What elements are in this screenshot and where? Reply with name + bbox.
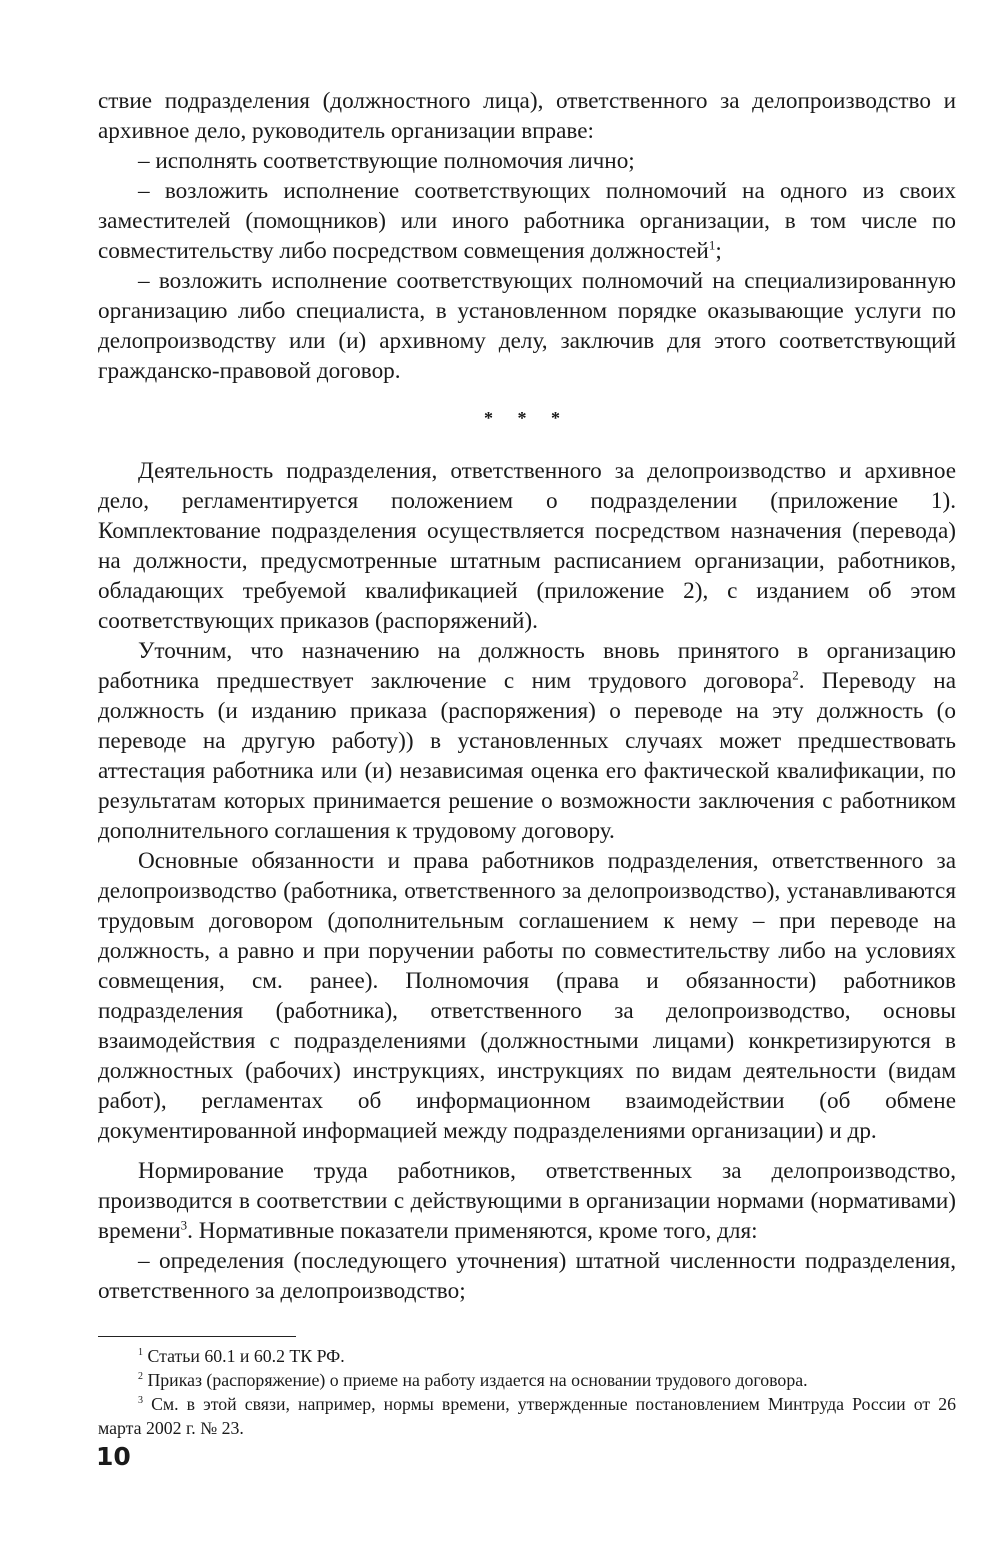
list-item-3: – возложить исполнение соответствующих полномочий на специализированную организацию либо специалиста, в установленном порядке оказывающие услуги по делопроизводству или (и) архивному делу, заключив для этого соответствующий гражданско-правовой договор. [98, 268, 956, 384]
paragraph-5 [98, 1156, 956, 1246]
footnote-ref-3: 3 [180, 1217, 188, 1233]
paragraph-3-text-b: . Переводу на должность (и изданию приказа (распоряжения) о переводе на эту должность (о переводе на другую работу)) в установленных случаях может предшествовать аттестация работника или (и) независимая оценка его фактической квалификации, по результатам которых принимается решение о возможности заключения с работником дополнительного соглашения к трудовому договору. [98, 668, 956, 844]
list-item-2-text: – возложить исполнение соответствующих полномочий на одного из своих заместителей (помощников) или иного работника организации, в том числе по совместительству либо посредством совмещения должностей [98, 178, 956, 264]
list-item-1: – исполнять соответствующие полномочия лично; [138, 148, 635, 174]
paragraph-3 [98, 636, 956, 846]
footnote-1-text: Статьи 60.1 и 60.2 ТК РФ. [147, 1346, 345, 1366]
paragraph-1: ствие подразделения (должностного лица), ответственного за делопроизводство и архивное дело, руководитель организации вправе: [98, 88, 956, 144]
footnote-3-text: См. в этой связи, например, нормы времени, утвержденные постановлением Минтруда России от 26 марта 2002 г. № 23. [98, 1394, 956, 1438]
paragraph-3-text-a: Уточним, что назначению на должность вновь принятого в организацию работника предшествует заключение с ним трудового договора [98, 638, 956, 694]
footnote-1-number: 1 [138, 1347, 143, 1359]
paragraph-5-text-b: . Нормативные показатели применяются, кроме того, для: [187, 1218, 758, 1244]
paragraph-4: Основные обязанности и права работников подразделения, ответственного за делопроизводство (работника, ответственного за делопроизводство), устанавливаются трудовым договором (дополнительным соглашением к нему – при переводе на должность, а равно и при поручении работы по совместительству либо на условиях совмещения, см. ранее). Полномочия (права и обязанности) работников подразделения (работника), ответственного за делопроизводство, основы взаимодействия с подразделениями (должностными лицами) конкретизируются в должностных (рабочих) инструкциях, инструкциях по видам деятельности (видам работ), регламентах об информационном взаимодействии (об обмене документированной информацией между подразделениями организации) и др. [98, 848, 956, 1144]
footnote-ref-2: 2 [792, 667, 799, 683]
page-body [98, 86, 956, 1306]
footnote-ref-1: 1 [708, 237, 716, 253]
footnote-2-text: Приказ (распоряжение) о приеме на работу издается на основании трудового договора. [147, 1370, 808, 1390]
footnote-2 [98, 1368, 956, 1392]
list-item-2 [98, 176, 956, 266]
footnote-2-number: 2 [138, 1371, 143, 1383]
paragraph-2: Деятельность подразделения, ответственного за делопроизводство и архивное дело, регламентируется положением о подразделении (приложение 1). Комплектование подразделения осуществляется посредством назначения (перевода) на должности, предусмотренные штатным расписанием организации, работников, обладающих требуемой квалификацией (приложение 2), с изданием об этом соответствующих приказов (распоряжений). [98, 458, 956, 634]
footnote-3 [98, 1392, 956, 1440]
paragraph-5-text-a: Нормирование труда работников, ответственных за делопроизводство, производится в соответствии с действующими в организации нормами (нормативами) времени [98, 1158, 956, 1244]
footnote-3-number: 3 [138, 1395, 143, 1407]
footnote-divider [98, 1336, 296, 1337]
section-separator: * * * [484, 408, 570, 428]
footnotes [98, 1344, 956, 1440]
page-number: 10 [96, 1442, 131, 1471]
list-item-2-end: ; [715, 238, 722, 264]
list-item-4: – определения (последующего уточнения) штатной численности подразделения, ответственного за делопроизводство; [98, 1248, 956, 1304]
footnote-1 [98, 1344, 956, 1368]
